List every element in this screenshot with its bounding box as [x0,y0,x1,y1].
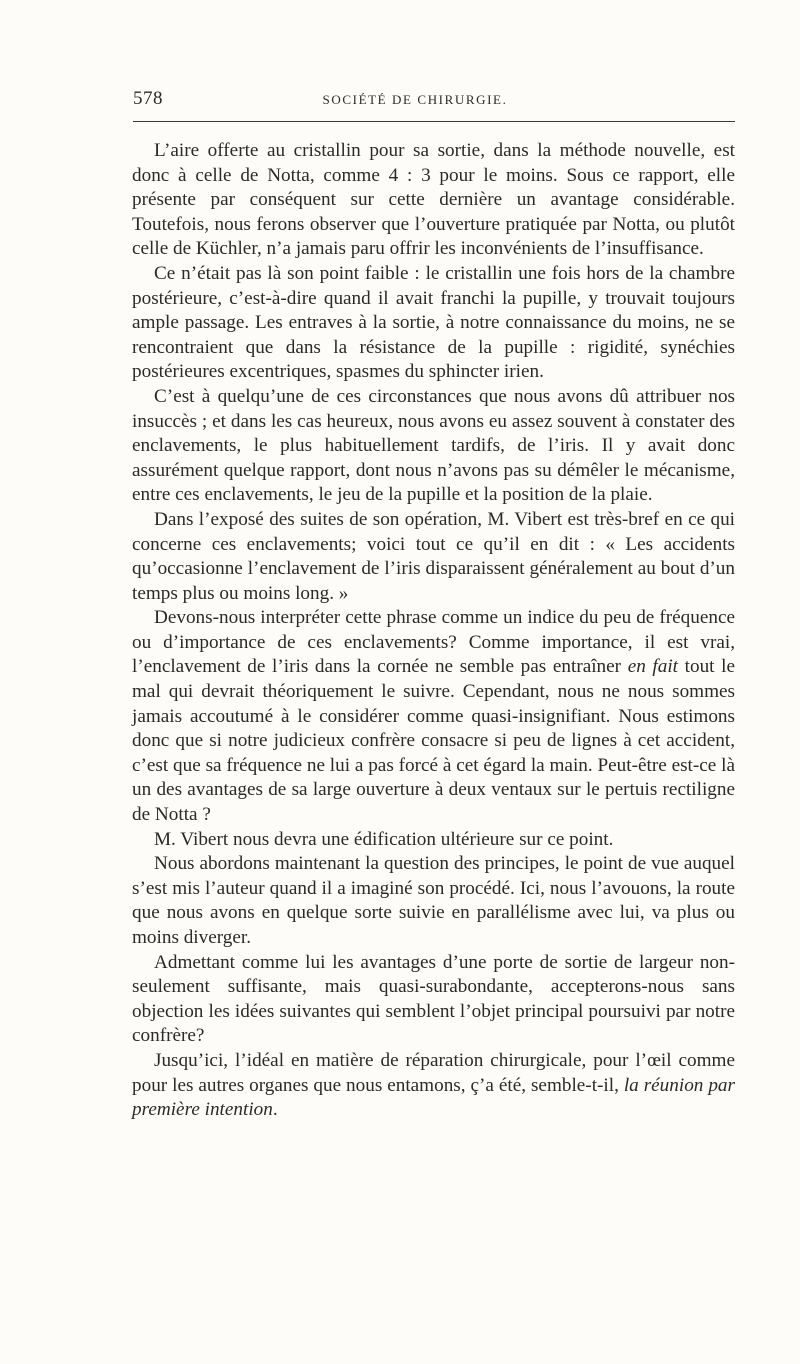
paragraph: M. Vibert nous devra une édification ultérieure sur ce point. [154,828,614,850]
page-number: 578 [133,88,163,109]
paragraph: Nous abordons maintenant la question des principes, le point de vue auquel s’est mis l’auteur quand il a imaginé son procédé. Ici, nous l’avouons, la route que nous avons en quelque sorte suivie en parallélisme avec lui, va plus ou moins diverger. [132,853,735,948]
body-text [132,139,735,1123]
paragraph: Devons-nous interpréter cette phrase comme un indice du peu de fréquence ou d’importance de ces enclavements? Comme importance, il est vrai, l’enclavement de l’iris dans la cornée ne semble pas entraîner en fait tout le mal qui devrait théoriquement le suivre. Cependant, nous ne nous sommes jamais accoutumé à le considérer comme quasi-insignifiant. Nous estimons donc que si notre judicieux confrère consacre si peu de lignes à cet accident, c’est que sa fréquence ne lui a pas forcé à cet égard la main. Peut-être est-ce là un des avantages de sa large ouverture à deux ventaux sur le pertuis rectiligne de Notta ? [132,607,735,826]
paragraph: L’aire offerte au cristallin pour sa sortie, dans la méthode nouvelle, est donc à celle de Notta, comme 4 : 3 pour le moins. Sous ce rapport, elle présente par conséquent sur cette dernière un avantage considérable. Toutefois, nous ferons observer que l’ouverture pratiquée par Notta, ou plutôt celle de Küchler, n’a jamais paru offrir les inconvénients de l’insuffisance. [132,140,735,260]
paragraph: Admettant comme lui les avantages d’une porte de sortie de largeur non-seulement suffisante, mais quasi-surabondante, accepterons-nous sans objection les idées suivantes qui semblent l’objet principal poursuivi par notre confrère? [132,951,735,1047]
paragraph: Ce n’était pas là son point faible : le cristallin une fois hors de la chambre postérieure, c’est-à-dire quand il avait franchi la pupille, y trouvait toujours ample passage. Les entraves à la sortie, à notre connaissance du moins, ne se rencontraient que dans la résistance de la pupille : rigidité, synéchies postérieures excentriques, spasmes du sphincter irien. [132,262,735,383]
italic-phrase: en fait [627,656,679,678]
running-head: SOCIÉTÉ DE CHIRURGIE. [322,92,508,107]
paragraph: C’est à quelqu’une de ces circonstances que nous avons dû attribuer nos insuccès ; et dans les cas heureux, nous avons eu assez souvent à constater des enclavements, le plus habituellement tardifs, de l’iris. Il y avait donc assurément quelque rapport, dont nous n’avons pas su démêler le mécanisme, entre ces enclavements, le jeu de la pupille et la position de la plaie. [132,385,735,506]
italic-phrase: la réunion par première intention [132,1074,735,1121]
paragraph: Dans l’exposé des suites de son opération, M. Vibert est très-bref en ce qui concerne ces enclavements; voici tout ce qu’il en dit : « Les accidents qu’occasionne l’enclavement de l’iris disparaissent généralement au bout d’un temps plus ou moins long. » [132,508,735,604]
paragraph: Jusqu’ici, l’idéal en matière de réparation chirurgicale, pour l’œil comme pour les autres organes que nous entamons, ç’a été, semble-t-il, la réunion par première intention. [132,1049,735,1121]
header-rule [133,121,735,122]
